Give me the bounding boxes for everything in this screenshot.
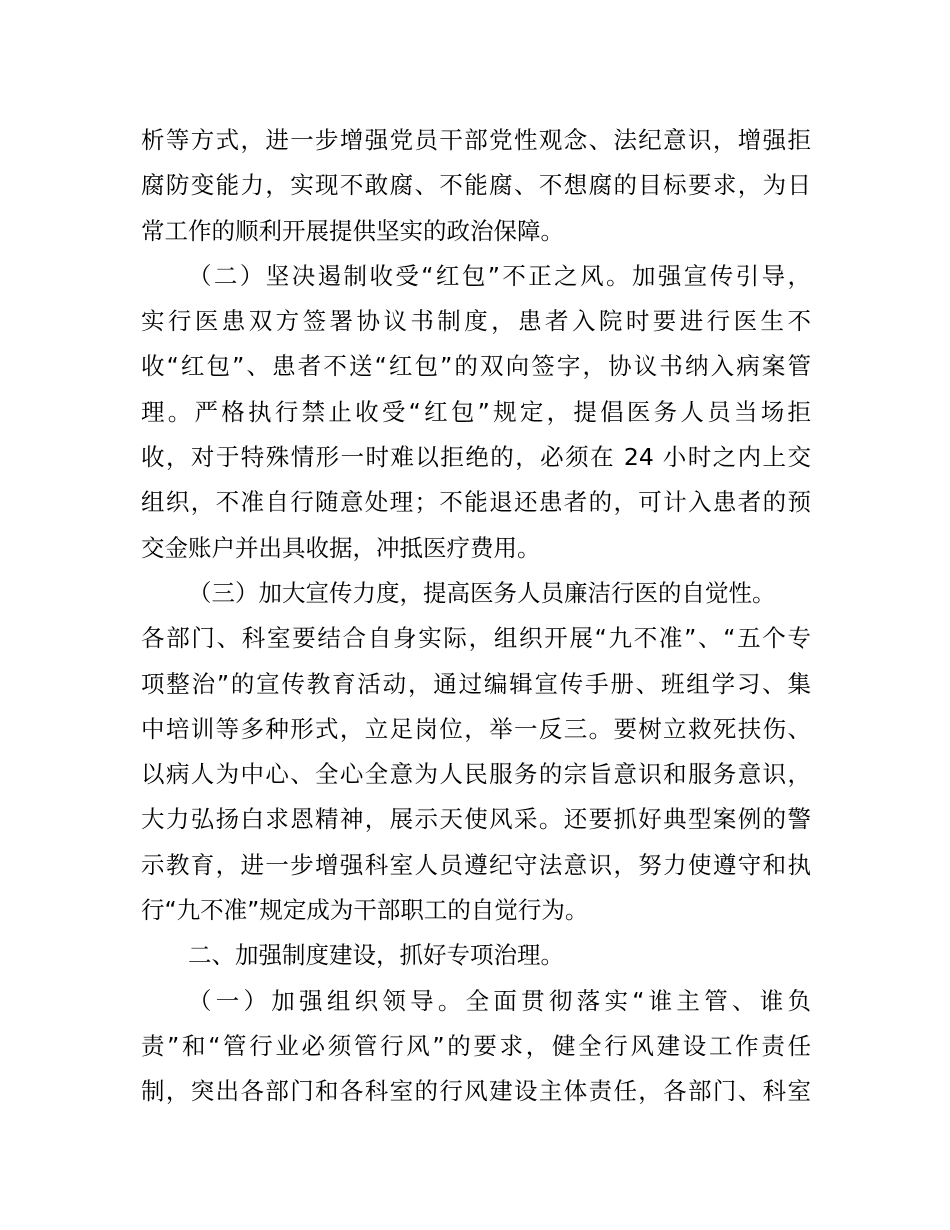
section-heading-1: （一）加强组织领导。全面贯彻落实“谁主管、谁负: [188, 986, 811, 1015]
text-line: 项整治”的宣传教育活动，通过编辑宣传手册、班组学习、集: [141, 669, 811, 698]
text-line: 责”和“管行业必须管行风”的要求，健全行风建设工作责任: [141, 1031, 811, 1060]
section-heading-2: （二）坚决遏制收受“红包”不正之风。加强宣传引导，: [188, 261, 811, 290]
text-line: 腐防变能力，实现不敢腐、不能腐、不想腐的目标要求，为日: [141, 171, 811, 200]
text-line: 理。严格执行禁止收受“红包”规定，提倡医务人员当场拒: [141, 397, 811, 426]
text-line: 行“九不准”规定成为干部职工的自觉行为。: [141, 896, 589, 925]
text-line: 组织，不准自行随意处理；不能退还患者的，可计入患者的预: [141, 488, 811, 517]
text-line: 示教育，进一步增强科室人员遵纪守法意识，努力使遵守和执: [141, 850, 811, 879]
text-line: 中培训等多种形式，立足岗位，举一反三。要树立救死扶伤、: [141, 714, 811, 743]
text-line: 交金账户并出具收据，冲抵医疗费用。: [141, 533, 541, 562]
text-line: 常工作的顺利开展提供坚实的政治保障。: [141, 216, 564, 245]
text-line: 大力弘扬白求恩精神，展示天使风采。还要抓好典型案例的警: [141, 805, 811, 834]
text-line: 实行医患双方签署协议书制度，患者入院时要进行医生不: [141, 307, 811, 336]
text-line: 各部门、科室要结合自身实际，组织开展“九不准”、“五个专: [141, 624, 811, 653]
body-text: [141, 118, 811, 1115]
text-line: 析等方式，进一步增强党员干部党性观念、法纪意识，增强拒: [141, 126, 811, 154]
text-line: 收，对于特殊情形一时难以拒绝的，必须在 24 小时之内上交: [141, 443, 811, 472]
text-line: 制，突出各部门和各科室的行风建设主体责任，各部门、科室: [141, 1077, 811, 1106]
text-line: 以病人为中心、全心全意为人民服务的宗旨意识和服务意识，: [141, 760, 811, 789]
section-heading-3: （三）加大宣传力度，提高医务人员廉洁行医的自觉性。: [188, 578, 776, 607]
chapter-heading-2: 二、加强制度建设，抓好专项治理。: [188, 941, 564, 970]
text-line: 收“红包”、患者不送“红包”的双向签字，协议书纳入病案管: [141, 352, 811, 381]
